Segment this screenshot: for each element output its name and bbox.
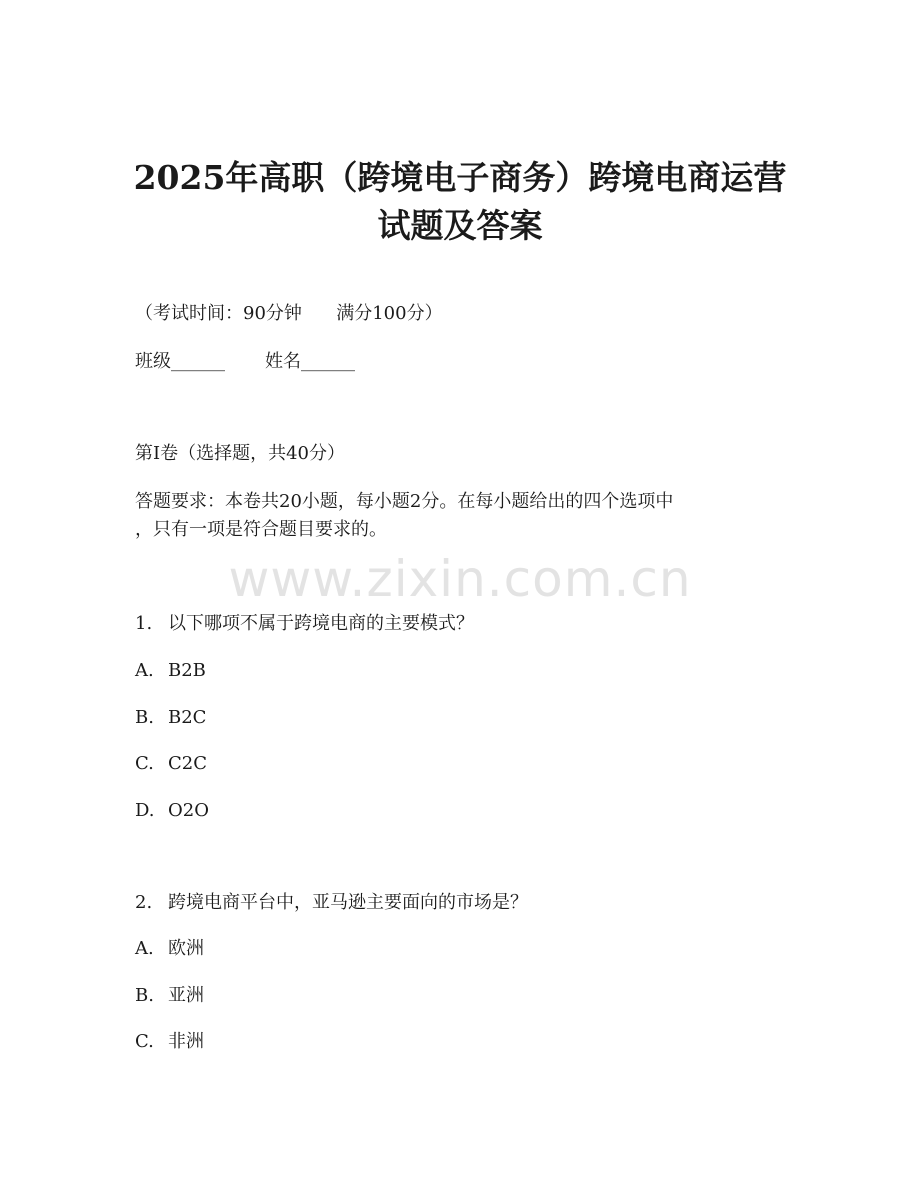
- question-text: 跨境电商平台中，亚马逊主要面向的市场是？: [168, 892, 528, 913]
- option-letter: C.: [135, 753, 154, 774]
- option-1b: [135, 706, 206, 730]
- question-1: [135, 612, 474, 636]
- option-text: B2B: [168, 660, 206, 681]
- option-text: 亚洲: [168, 985, 204, 1006]
- option-2c: [135, 1030, 204, 1054]
- instructions-line-1: 答题要求：本卷共20小题，每小题2分。在每小题给出的四个选项中: [135, 491, 674, 512]
- option-1c: [135, 752, 207, 776]
- option-letter: C.: [135, 1031, 154, 1052]
- option-letter: D.: [135, 800, 155, 821]
- option-1d: [135, 799, 209, 823]
- question-number: 2.: [135, 892, 153, 913]
- option-text: B2C: [168, 707, 207, 728]
- instructions-line-2: ，只有一项是符合题目要求的。: [135, 519, 387, 540]
- option-text: 欧洲: [168, 938, 204, 959]
- option-letter: A.: [135, 938, 154, 959]
- section-heading: 第I卷（选择题，共40分）: [135, 443, 346, 464]
- document-title-line-2: 试题及答案: [377, 206, 543, 245]
- option-letter: B.: [135, 707, 154, 728]
- class-name-line: 班级______ 姓名______: [135, 351, 356, 372]
- option-letter: B.: [135, 985, 154, 1006]
- question-text: 以下哪项不属于跨境电商的主要模式？: [168, 613, 474, 634]
- exam-info: （考试时间：90分钟 满分100分）: [135, 303, 443, 324]
- document-title-line-1: 2025年高职（跨境电子商务）跨境电商运营: [133, 158, 787, 197]
- option-letter: A.: [135, 660, 154, 681]
- option-2b: [135, 984, 204, 1008]
- option-1a: [135, 659, 206, 683]
- question-number: 1.: [135, 613, 153, 634]
- question-2: [135, 891, 528, 915]
- option-text: O2O: [168, 800, 209, 821]
- option-2a: [135, 937, 204, 961]
- option-text: 非洲: [168, 1031, 204, 1052]
- option-text: C2C: [168, 753, 207, 774]
- watermark: www.zixin.com.cn: [228, 550, 692, 608]
